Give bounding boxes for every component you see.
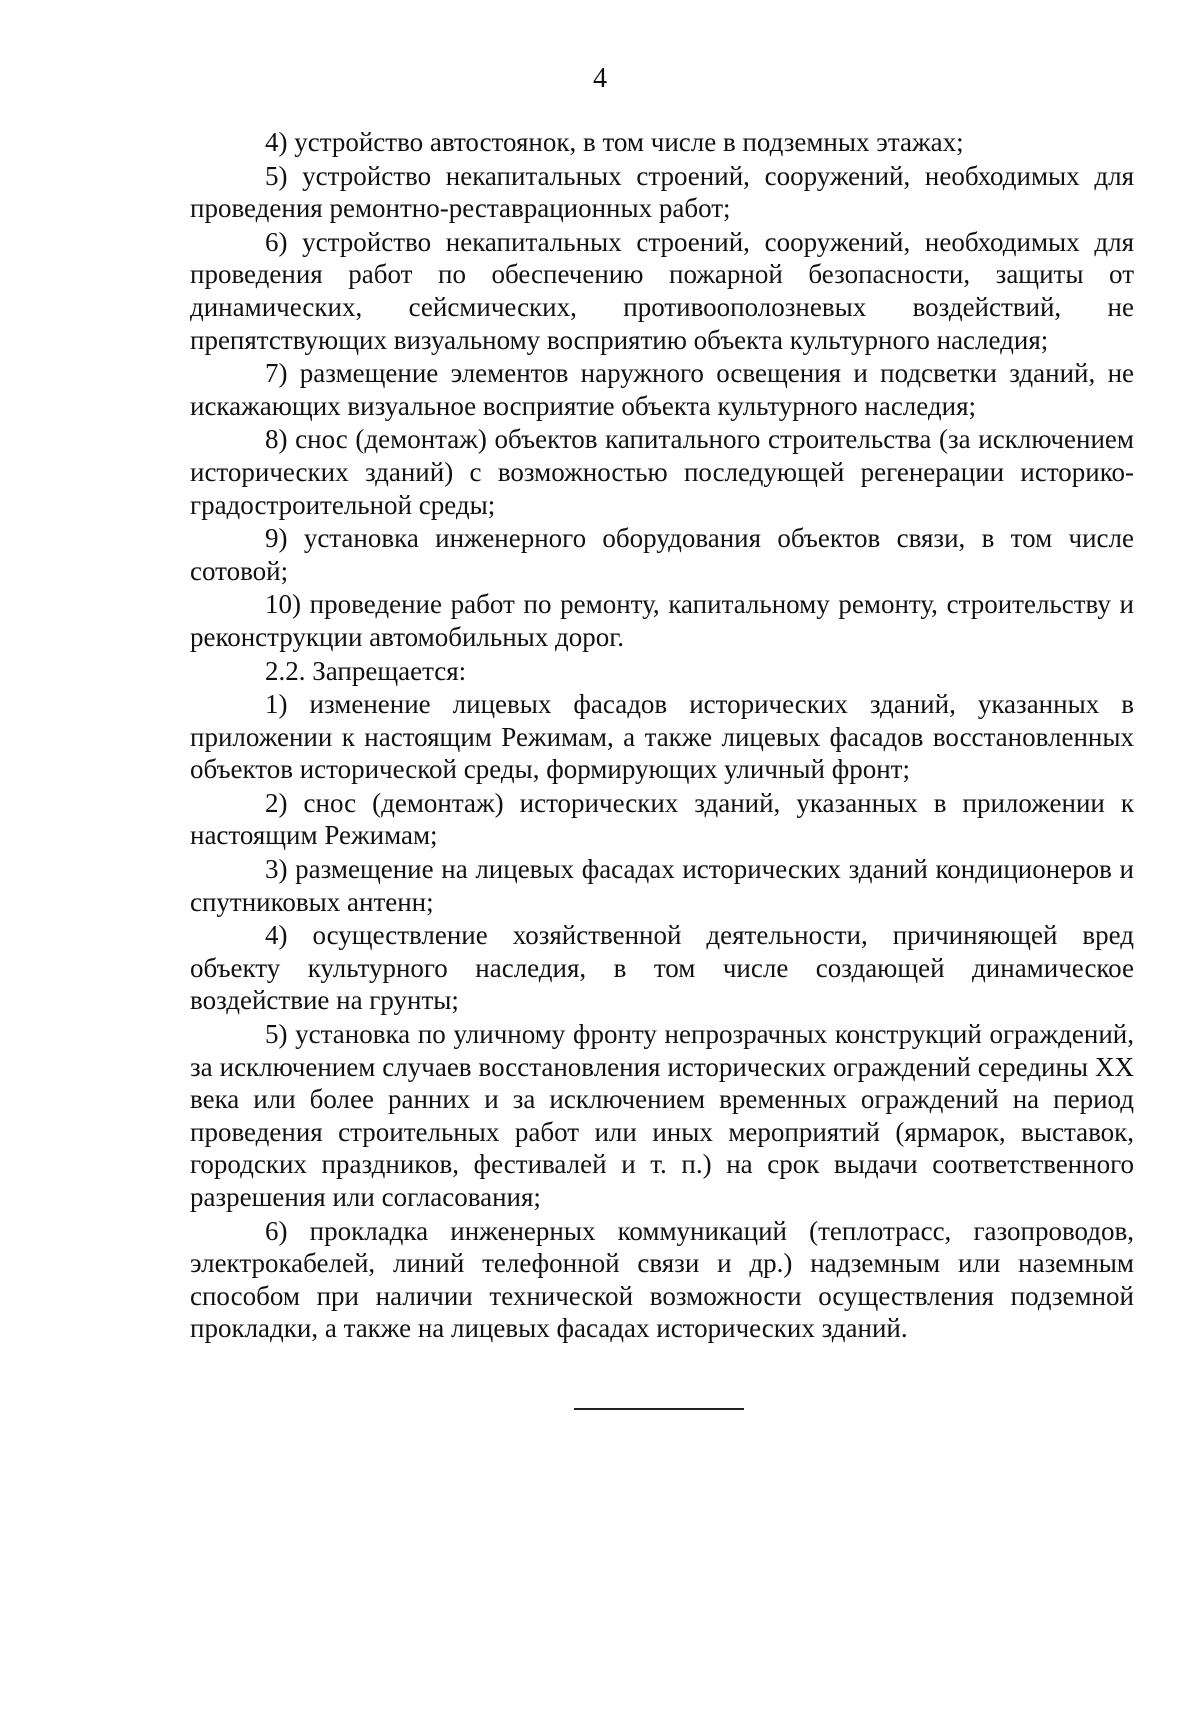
paragraph-item-10-roads: 10) проведение работ по ремонту, капитальному ремонту, строительству и реконструкции автомобильных дорог. — [190, 589, 1134, 652]
prohibited-item-6-utilities: 6) прокладка инженерных коммуникаций (теплотрасс, газопроводов, электрокабелей, линий телефонной связи и др.) надземным или наземным способом при наличии технической возможности осуществления подземной прокладки, а также на лицевых фасадах исторических зданий. — [190, 1215, 1134, 1344]
paragraph-item-6-fire-safety: 6) устройство некапитальных строений, сооружений, необходимых для проведения работ по обеспечению пожарной безопасности, защиты от динамических, сейсмических, противоополозневых воздействий, не препятствующих визуальному восприятию объекта культурного наследия; — [190, 226, 1134, 355]
prohibited-item-2-demolition: 2) снос (демонтаж) исторических зданий, указанных в приложении к настоящим Режимам; — [190, 787, 1134, 851]
paragraph-item-7-lighting: 7) размещение элементов наружного освещения и подсветки зданий, не искажающих визуальное восприятие объекта культурного наследия; — [190, 358, 1134, 421]
end-of-text-divider — [574, 1408, 744, 1410]
paragraph-item-4-parking: 4) устройство автостоянок, в том числе в подземных этажах; — [265, 127, 964, 157]
section-heading-prohibited: 2.2. Запрещается: — [265, 655, 467, 686]
prohibited-item-4-economic-activity: 4) осуществление хозяйственной деятельности, причиняющей вред объекту культурного наследия, в том числе создающей динамическое воздействие на грунты; — [190, 920, 1134, 1016]
document-body — [190, 126, 1134, 1346]
paragraph-item-8-demolition: 8) снос (демонтаж) объектов капитального строительства (за исключением исторических зданий) с возможностью последующей регенерации историко-градостроительной среды; — [190, 424, 1134, 520]
paragraph-item-9-communications: 9) установка инженерного оборудования объектов связи, в том числе сотовой; — [190, 523, 1134, 586]
prohibited-item-5-fences: 5) установка по уличному фронту непрозрачных конструкций ограждений, за исключением случаев восстановления исторических ограждений середины XX века или более ранних и за исключением временных ограждений на период проведения строительных работ или иных мероприятий (ярмарок, выставок, городских праздников, фестивалей и т. п.) на срок выдачи соответственного разрешения или согласования; — [190, 1019, 1134, 1212]
prohibited-item-1-facades: 1) изменение лицевых фасадов исторических зданий, указанных в приложении к настоящим Режимам, а также лицевых фасадов восстановленных объектов исторической среды, формирующих уличный фронт; — [190, 689, 1134, 785]
paragraph-item-5-restoration: 5) устройство некапитальных строений, сооружений, необходимых для проведения ремонтно-реставрационных работ; — [190, 160, 1134, 224]
prohibited-item-3-air-conditioners: 3) размещение на лицевых фасадах исторических зданий кондиционеров и спутниковых антенн; — [190, 854, 1134, 917]
page-number: 4 — [593, 63, 607, 94]
